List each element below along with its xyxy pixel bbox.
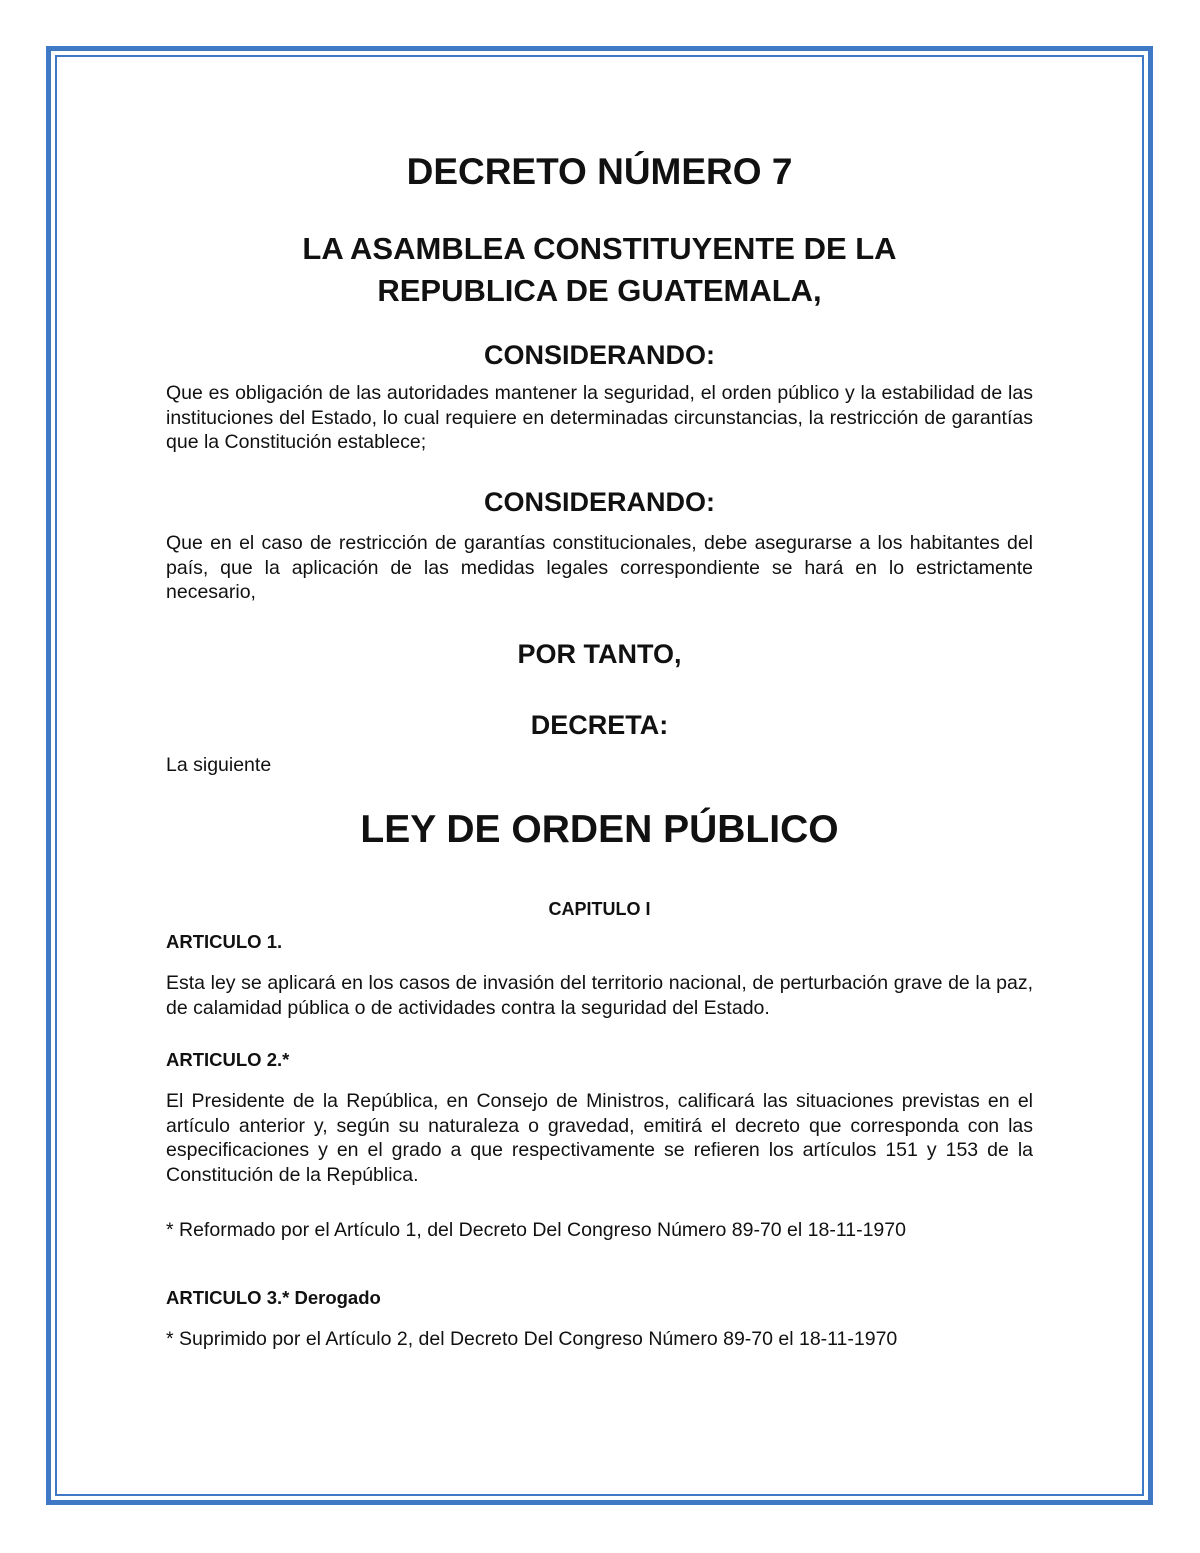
decreta-heading: DECRETA: [530, 710, 669, 740]
assembly-line-2: REPUBLICA DE GUATEMALA, [377, 273, 822, 308]
considerando-1-paragraph: Que es obligación de las autoridades mantener la seguridad, el orden público y la estabilidad de las instituciones del Estado, lo cual requiere en determinadas circunstancias, la restricción de garantías que la Constitución establece; [166, 382, 1033, 453]
article-2-heading: ARTICULO 2.* [166, 1049, 290, 1070]
por-tanto-heading: POR TANTO, [517, 639, 682, 669]
chapter-heading: CAPITULO I [548, 899, 651, 919]
law-title: LEY DE ORDEN PÚBLICO [360, 808, 839, 851]
considerando-heading-1: CONSIDERANDO: [483, 340, 715, 370]
article-2-footnote: * Reformado por el Artículo 1, del Decreto Del Congreso Número 89-70 el 18-11-1970 [166, 1219, 906, 1241]
assembly-heading [166, 228, 1033, 312]
article-1-paragraph: Esta ley se aplicará en los casos de invasión del territorio nacional, de perturbación grave de la paz, de calamidad pública o de actividades contra la seguridad del Estado. [166, 972, 1033, 1019]
article-3-heading: ARTICULO 3.* Derogado [166, 1287, 381, 1308]
article-3-footnote: * Suprimido por el Artículo 2, del Decreto Del Congreso Número 89-70 el 18-11-1970 [166, 1328, 898, 1350]
considerando-2-paragraph: Que en el caso de restricción de garantías constitucionales, debe asegurarse a los habitantes del país, que la aplicación de las medidas legales correspondiente se hará en lo estrictamente necesario, [166, 532, 1033, 603]
intro-text: La siguiente [166, 754, 272, 776]
article-1-heading: ARTICULO 1. [166, 931, 283, 952]
article-2-paragraph: El Presidente de la República, en Consejo de Ministros, calificará las situaciones previstas en el artículo anterior y, según su naturaleza o gravedad, emitirá el decreto que corresponda con las especificaciones y en el grado a que respectivamente se refieren los artículos 151 y 153 de la Constitución de la República. [166, 1090, 1033, 1186]
decree-number-title: DECRETO NÚMERO 7 [406, 151, 793, 192]
assembly-line-1: LA ASAMBLEA CONSTITUYENTE DE LA [302, 231, 897, 266]
considerando-heading-2: CONSIDERANDO: [483, 487, 715, 517]
